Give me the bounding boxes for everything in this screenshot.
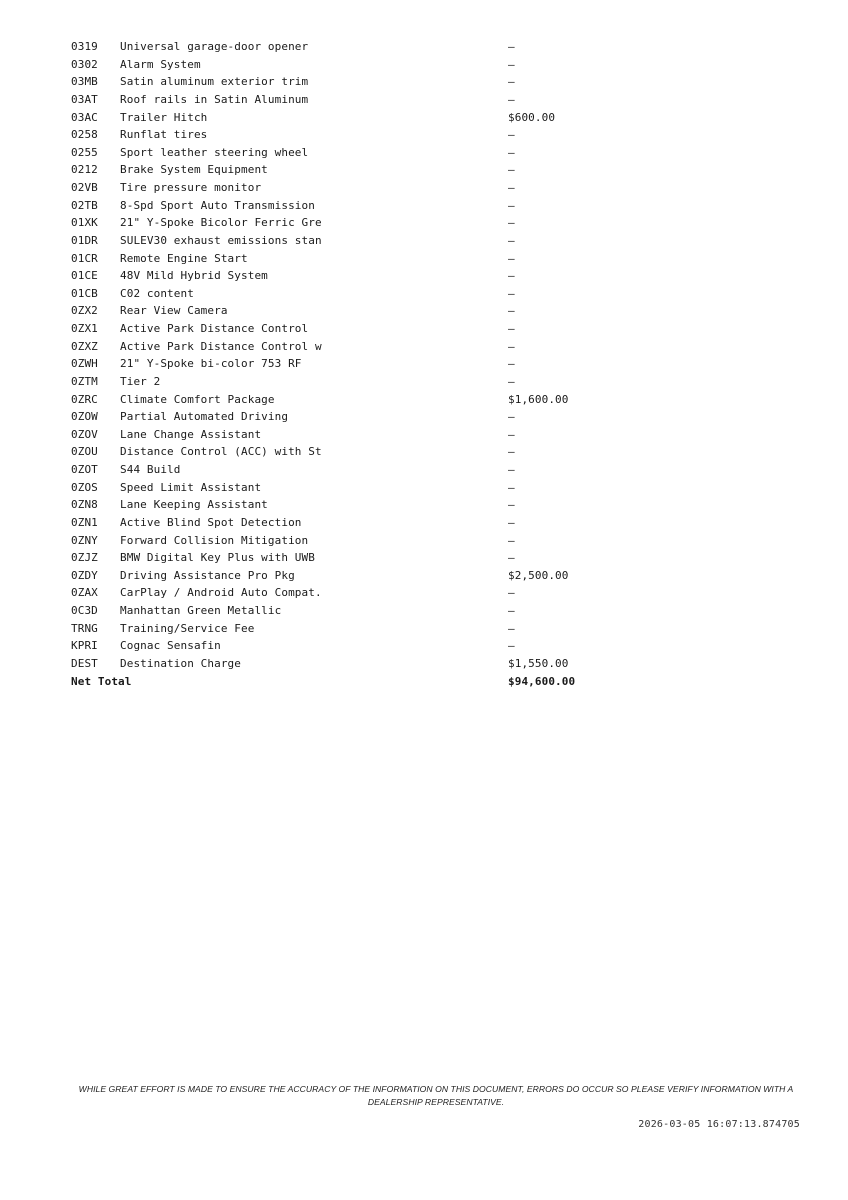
option-description: Cognac Sensafin: [120, 639, 221, 653]
option-price: —: [508, 357, 515, 371]
option-description: Forward Collision Mitigation: [120, 533, 309, 547]
option-description: Sport leather steering wheel: [120, 145, 309, 159]
option-row: [71, 532, 591, 550]
option-price: —: [508, 445, 515, 459]
option-description: Active Park Distance Control w: [120, 339, 322, 353]
option-row: [71, 637, 591, 655]
option-price: —: [508, 75, 515, 89]
option-code: 0ZN8: [71, 498, 98, 512]
option-row: [71, 302, 591, 320]
option-code: 01CR: [71, 251, 98, 265]
option-description: Rear View Camera: [120, 304, 228, 318]
option-code: KPRI: [71, 639, 98, 653]
option-row: [71, 38, 591, 56]
option-row: [71, 461, 591, 479]
option-code: 0ZOV: [71, 427, 98, 441]
net-total-label: Net Total: [71, 674, 132, 688]
option-code: 03AC: [71, 110, 98, 124]
option-description: SULEV30 exhaust emissions stan: [120, 233, 322, 247]
option-row: [71, 479, 591, 497]
option-code: 0ZNY: [71, 533, 98, 547]
option-row: [71, 584, 591, 602]
option-price: $2,500.00: [508, 568, 569, 582]
option-description: Speed Limit Assistant: [120, 480, 262, 494]
option-code: 0319: [71, 40, 98, 53]
option-description: S44 Build: [120, 463, 181, 476]
option-description: Satin aluminum exterior trim: [120, 75, 309, 89]
option-price: —: [508, 586, 515, 600]
option-code: DEST: [71, 656, 98, 670]
option-row: [71, 391, 591, 409]
option-description: Remote Engine Start: [120, 251, 248, 265]
option-price: $1,550.00: [508, 656, 569, 670]
option-row: [71, 232, 591, 250]
option-row: [71, 197, 591, 215]
option-code: 02VB: [71, 181, 98, 194]
option-price: —: [508, 480, 515, 494]
option-code: 0255: [71, 145, 98, 159]
option-description: 8-Spd Sport Auto Transmission: [120, 198, 315, 212]
option-row: [71, 620, 591, 638]
option-price: $1,600.00: [508, 392, 569, 406]
option-code: 01DR: [71, 233, 98, 247]
option-row: [71, 549, 591, 567]
option-description: Active Park Distance Control: [120, 322, 309, 335]
option-description: Lane Keeping Assistant: [120, 498, 268, 512]
option-description: 48V Mild Hybrid System: [120, 269, 268, 283]
option-row: [71, 267, 591, 285]
option-price: —: [508, 92, 515, 106]
option-row: [71, 250, 591, 268]
option-price: —: [508, 57, 515, 71]
option-code: 0ZX1: [71, 322, 98, 335]
option-price: —: [508, 128, 515, 142]
option-row: [71, 655, 591, 673]
option-description: Active Blind Spot Detection: [120, 515, 302, 529]
option-price: —: [508, 286, 515, 300]
option-description: Partial Automated Driving: [120, 410, 289, 424]
option-description: Runflat tires: [120, 128, 208, 142]
option-price: —: [508, 198, 515, 212]
option-code: 0ZOU: [71, 445, 98, 459]
option-price: —: [508, 410, 515, 424]
option-code: 02TB: [71, 198, 98, 212]
option-price: —: [508, 551, 515, 565]
option-description: Universal garage-door opener: [120, 40, 309, 53]
option-row: [71, 56, 591, 74]
option-code: 0ZN1: [71, 515, 98, 529]
option-price: —: [508, 498, 515, 512]
option-row: [71, 602, 591, 620]
option-row: [71, 514, 591, 532]
option-row: [71, 73, 591, 91]
option-description: Brake System Equipment: [120, 163, 268, 177]
option-row: [71, 144, 591, 162]
options-table: [71, 38, 591, 690]
option-row: [71, 320, 591, 338]
option-row: [71, 126, 591, 144]
option-price: —: [508, 463, 515, 476]
option-code: 01CB: [71, 286, 98, 300]
option-description: Lane Change Assistant: [120, 427, 262, 441]
option-price: —: [508, 145, 515, 159]
option-row: [71, 91, 591, 109]
option-row: [71, 567, 591, 585]
option-row: [71, 443, 591, 461]
option-price: —: [508, 427, 515, 441]
option-price: —: [508, 515, 515, 529]
option-description: Destination Charge: [120, 656, 242, 670]
option-row: [71, 426, 591, 444]
option-price: —: [508, 233, 515, 247]
option-code: 0258: [71, 128, 98, 142]
option-row: [71, 338, 591, 356]
option-description: Trailer Hitch: [120, 110, 208, 124]
option-row: [71, 285, 591, 303]
option-price: —: [508, 533, 515, 547]
option-description: Tire pressure monitor: [120, 181, 262, 194]
option-code: 01XK: [71, 216, 98, 230]
option-code: 0ZAX: [71, 586, 98, 600]
net-total-value: $94,600.00: [508, 674, 576, 688]
option-description: Climate Comfort Package: [120, 392, 275, 406]
option-code: TRNG: [71, 621, 98, 635]
option-row: [71, 214, 591, 232]
option-row: [71, 109, 591, 127]
option-row: [71, 408, 591, 426]
option-description: Roof rails in Satin Aluminum: [120, 92, 309, 106]
option-code: 0ZWH: [71, 357, 98, 371]
option-code: 0ZRC: [71, 392, 98, 406]
option-code: 0ZOT: [71, 463, 98, 476]
disclaimer-text: WHILE GREAT EFFORT IS MADE TO ENSURE THE ACCURACY OF THE INFORMATION ON THIS DOCUMENT, ERRORS DO OCCUR SO PLEASE VERIFY INFORMATION WITH A DEALERSHIP REPRESENTATIVE.: [78, 1084, 794, 1107]
net-total-row: [71, 673, 591, 691]
option-code: 03AT: [71, 92, 98, 106]
option-description: 21" Y-Spoke bi-color 753 RF: [120, 357, 302, 371]
option-description: Distance Control (ACC) with St: [120, 445, 322, 459]
option-row: [71, 496, 591, 514]
print-timestamp: 2026-03-05 16:07:13.874705: [638, 1119, 800, 1130]
option-code: 0ZJZ: [71, 551, 98, 565]
option-price: —: [508, 374, 515, 388]
option-price: —: [508, 216, 515, 230]
option-code: 0ZDY: [71, 568, 98, 582]
option-price: —: [508, 322, 515, 335]
option-price: —: [508, 163, 515, 177]
option-price: —: [508, 621, 515, 635]
option-price: —: [508, 40, 515, 53]
option-description: Driving Assistance Pro Pkg: [120, 568, 295, 582]
option-price: —: [508, 181, 515, 194]
option-price: —: [508, 639, 515, 653]
option-description: Alarm System: [120, 57, 201, 71]
option-code: 01CE: [71, 269, 98, 283]
option-code: 0ZXZ: [71, 339, 98, 353]
option-price: —: [508, 251, 515, 265]
option-price: $600.00: [508, 110, 556, 124]
option-code: 0ZOW: [71, 410, 98, 424]
option-row: [71, 179, 591, 197]
option-code: 0ZOS: [71, 480, 98, 494]
option-description: C02 content: [120, 286, 194, 300]
option-price: —: [508, 269, 515, 283]
option-code: 0ZTM: [71, 374, 98, 388]
option-description: Manhattan Green Metallic: [120, 604, 282, 617]
option-price: —: [508, 604, 515, 617]
option-code: 0212: [71, 163, 98, 177]
option-description: Tier 2: [120, 374, 161, 388]
option-row: [71, 373, 591, 391]
options-table-body: [71, 38, 591, 690]
option-price: —: [508, 304, 515, 318]
option-description: Training/Service Fee: [120, 621, 255, 635]
option-price: —: [508, 339, 515, 353]
option-row: [71, 355, 591, 373]
option-description: BMW Digital Key Plus with UWB: [120, 551, 315, 565]
option-code: 0302: [71, 57, 98, 71]
option-description: CarPlay / Android Auto Compat.: [120, 586, 322, 600]
option-description: 21" Y-Spoke Bicolor Ferric Gre: [120, 216, 322, 230]
option-code: 03MB: [71, 75, 98, 89]
option-code: 0C3D: [71, 604, 98, 617]
option-row: [71, 161, 591, 179]
option-code: 0ZX2: [71, 304, 98, 318]
